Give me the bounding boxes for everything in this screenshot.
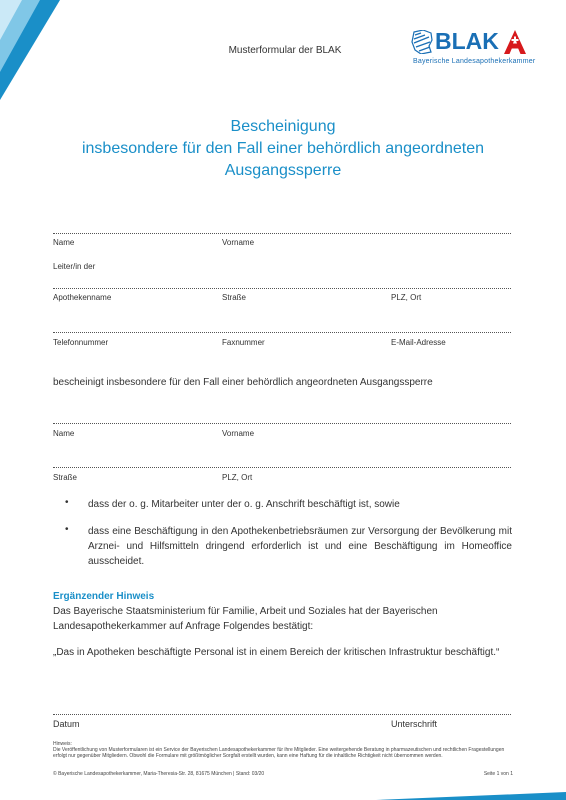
employee-name-field-line[interactable] (53, 423, 511, 424)
telefon-label: Telefonnummer (53, 338, 109, 347)
leiter-label: Leiter/in der (53, 262, 96, 271)
unterschrift-label: Unterschrift (391, 719, 438, 729)
blak-logo (411, 28, 536, 72)
fax-label: Faxnummer (222, 338, 265, 347)
contact-field-line[interactable] (53, 332, 511, 333)
bullet-dot: • (65, 524, 69, 535)
title-line-3: Ausgangssperre (224, 162, 342, 179)
logo-text: BLAK (435, 28, 499, 54)
bullet-item-2: dass eine Beschäftigung in den Apothekenbetriebsräumen zur Versorgung der Bevölkerung mit Arznei- und Hilfsmitteln dringend erforderlich ist und eine Beschäftigung im Homeoffice ausscheidet. (88, 526, 512, 567)
employee-name-label: Name (53, 429, 75, 438)
apothekenname-label: Apothekenname (53, 293, 112, 302)
footer-copyright: © Bayerische Landesapothekerkammer, Maria-Theresia-Str. 28, 81675 München | Stand: 03/20 (53, 771, 265, 777)
datum-label: Datum (53, 719, 80, 729)
apotheke-a-icon (502, 29, 528, 55)
form-header-title: Musterformular der BLAK (228, 45, 342, 56)
plz-ort-label: PLZ, Ort (391, 293, 422, 302)
bullet-dot: • (65, 497, 69, 508)
email-label: E-Mail-Adresse (391, 338, 446, 347)
bullet-item-1: dass der o. g. Mitarbeiter unter der o. g. Anschrift beschäftigt ist, sowie (88, 499, 400, 510)
title-line-1: Bescheinigung (230, 118, 336, 135)
employee-strasse-label: Straße (53, 473, 78, 482)
signature-line[interactable] (53, 714, 511, 715)
document-title (40, 116, 526, 182)
employee-address-field-line[interactable] (53, 467, 511, 468)
employee-vorname-label: Vorname (222, 429, 255, 438)
footer-page-number: Seite 1 von 1 (483, 771, 513, 777)
statement-text: bescheinigt insbesondere für den Fall einer behördlich angeordneten Ausgangssperre (53, 377, 433, 388)
title-line-2: insbesondere für den Fall einer behördlich angeordneten (81, 140, 485, 157)
corner-decoration-bottom (366, 792, 566, 800)
employee-plz-ort-label: PLZ, Ort (222, 473, 253, 482)
footer-hinweis-label: Hinweis: (53, 741, 72, 747)
strasse-label: Straße (222, 293, 247, 302)
hint-heading: Ergänzender Hinweis (53, 591, 155, 602)
name-label: Name (53, 238, 75, 247)
logo-subtitle: Bayerische Landesapothekerkammer (413, 58, 536, 65)
hint-quote: „Das in Apotheken beschäftigte Personal ist in einem Bereich der kritischen Infrastruktur beschäftigt.“ (53, 647, 500, 658)
name-field-line[interactable] (53, 233, 511, 234)
apotheke-field-line[interactable] (53, 288, 511, 289)
corner-decoration-top (0, 0, 60, 100)
vorname-label: Vorname (222, 238, 255, 247)
bavaria-map-icon (411, 30, 433, 54)
hint-text: Das Bayerische Staatsministerium für Familie, Arbeit und Soziales hat der Bayerischen Landesapothekerkammer auf Anfrage Folgendes bestätigt: (53, 606, 438, 632)
footer-hinweis-text: Die Veröffentlichung von Musterformularen ist ein Service der Bayerischen Landesapothekerkammer für ihre Mitglieder. Eine weitergehende Beratung in pharmazeutischen und rechtlichen Fragestellungen erfolgt nur gegenüber Mitgliedern. Obwohl die Formulare mit größtmöglicher Sorgfalt erstellt wurden, kann eine Haftung für die inhaltliche Richtigkeit nicht übernommen werden. (53, 747, 505, 759)
